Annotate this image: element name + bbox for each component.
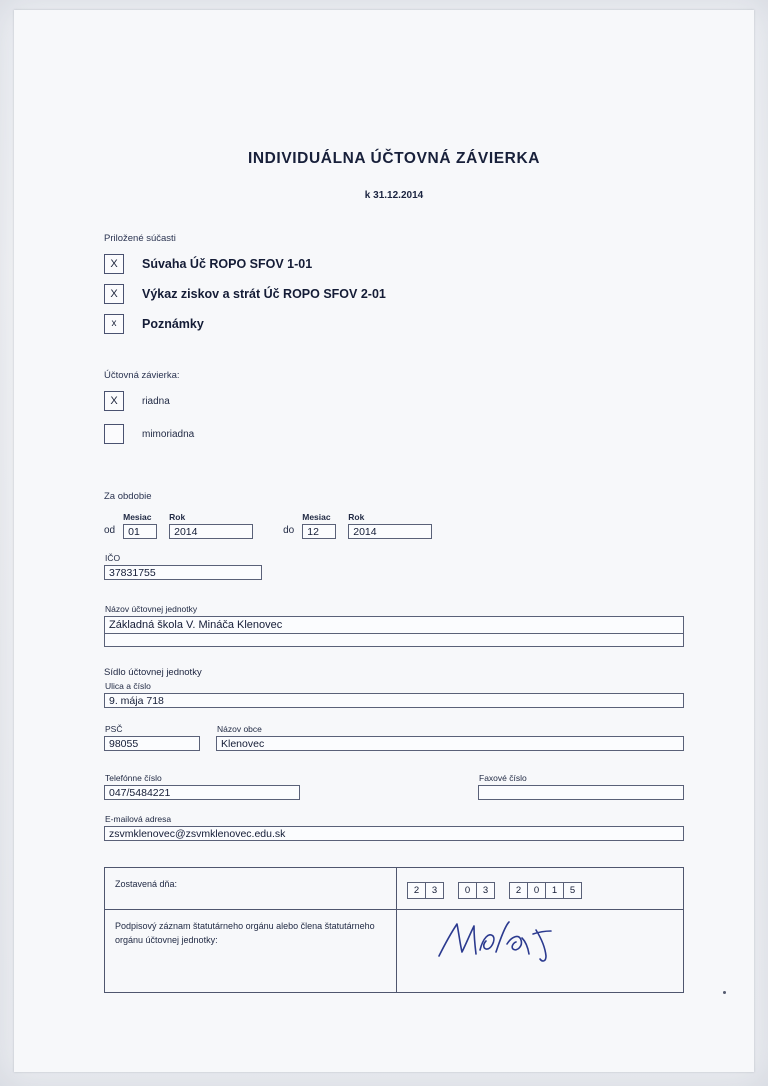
checkbox-riadna[interactable]: X (104, 391, 124, 411)
date-day-digit-2[interactable]: 3 (426, 882, 444, 899)
period-section-label: Za obdobie (104, 491, 152, 502)
period-from-month-input[interactable]: 01 (123, 524, 157, 539)
date-month-digit-1[interactable]: 0 (458, 882, 477, 899)
ico-label: IČO (105, 553, 121, 563)
page-title: INDIVIDUÁLNA ÚČTOVNÁ ZÁVIERKA (247, 150, 541, 167)
document-date-subtitle: k 31.12.2014 (364, 190, 424, 201)
period-from-prefix: od (104, 525, 116, 536)
period-from-year-label: Rok (169, 512, 186, 522)
statement-type-row-riadna[interactable] (104, 391, 684, 411)
date-day-group[interactable] (407, 882, 444, 899)
zip-label: PSČ (105, 724, 123, 734)
signature-label: Podpisový záznam štatutárneho orgánu alebo člena štatutárneho orgánu účtovnej jednotky: (115, 921, 375, 945)
ico-group (104, 553, 684, 580)
footer-table (104, 867, 684, 993)
phone-fax-row (104, 773, 684, 800)
period-row (104, 512, 684, 539)
street-label: Ulica a číslo (105, 681, 151, 691)
street-group (104, 681, 684, 708)
attachment-label-suvaha: Súvaha Úč ROPO SFOV 1-01 (142, 257, 313, 271)
statement-type-option-mimoriadna: mimoriadna (142, 428, 195, 440)
email-label: E-mailová adresa (105, 814, 172, 824)
date-month-group[interactable] (458, 882, 495, 899)
period-to-year-group (348, 512, 432, 539)
date-year-digit-2[interactable]: 0 (528, 882, 546, 899)
phone-input[interactable]: 047/5484221 (104, 785, 300, 800)
date-year-digit-3[interactable]: 1 (546, 882, 564, 899)
entity-name-group (104, 604, 684, 647)
statement-type-row-mimoriadna[interactable] (104, 424, 684, 444)
attachment-label-vykaz: Výkaz ziskov a strát Úč ROPO SFOV 2-01 (142, 287, 386, 301)
ico-input[interactable]: 37831755 (104, 565, 262, 580)
compiled-date-label: Zostavená dňa: (115, 879, 178, 889)
period-to-month-input[interactable]: 12 (302, 524, 336, 539)
statement-type-label: Účtovná závierka: (104, 370, 180, 381)
handwritten-signature-icon (433, 916, 583, 964)
zip-city-row (104, 724, 684, 751)
phone-label: Telefónne číslo (105, 773, 162, 783)
date-year-group[interactable] (509, 882, 582, 899)
period-to-month-group (302, 512, 336, 539)
document-content (104, 150, 684, 993)
checkbox-vykaz[interactable]: X (104, 284, 124, 304)
attachment-row-suvaha[interactable] (104, 254, 684, 274)
city-label: Názov obce (217, 724, 262, 734)
signature-field-cell[interactable] (397, 910, 684, 993)
signature-label-cell (105, 910, 397, 993)
city-group (216, 724, 684, 751)
date-month-digit-2[interactable]: 3 (477, 882, 495, 899)
signature-row (105, 910, 684, 993)
period-from-year-group (169, 512, 253, 539)
email-group (104, 814, 684, 841)
fax-label: Faxové číslo (479, 773, 527, 783)
period-from-month-group (123, 512, 157, 539)
date-year-digit-4[interactable]: 5 (564, 882, 582, 899)
fax-input[interactable] (478, 785, 684, 800)
city-input[interactable]: Klenovec (216, 736, 684, 751)
period-from-month-label: Mesiac (123, 512, 152, 522)
attachments-section-label: Priložené súčasti (104, 233, 176, 244)
period-to-year-input[interactable]: 2014 (348, 524, 432, 539)
checkbox-poznamky[interactable]: x (104, 314, 124, 334)
attachment-row-vykaz[interactable] (104, 284, 684, 304)
entity-name-input[interactable] (104, 616, 684, 647)
date-day-digit-1[interactable]: 2 (407, 882, 426, 899)
date-digit-row (407, 882, 673, 899)
fax-group (478, 773, 684, 800)
phone-group (104, 773, 300, 800)
street-input[interactable]: 9. mája 718 (104, 693, 684, 708)
attachment-label-poznamky: Poznámky (142, 317, 204, 331)
compiled-date-label-cell (105, 868, 397, 910)
checkbox-suvaha[interactable]: X (104, 254, 124, 274)
checkbox-mimoriadna[interactable] (104, 424, 124, 444)
attachment-row-poznamky[interactable] (104, 314, 684, 334)
zip-input[interactable]: 98055 (104, 736, 200, 751)
statement-type-option-riadna: riadna (142, 395, 170, 407)
address-section-label: Sídlo účtovnej jednotky (104, 667, 202, 678)
period-to-prefix: do (283, 525, 295, 536)
period-from-year-input[interactable]: 2014 (169, 524, 253, 539)
date-year-digit-1[interactable]: 2 (509, 882, 528, 899)
zip-group (104, 724, 200, 751)
email-input[interactable]: zsvmklenovec@zsvmklenovec.edu.sk (104, 826, 684, 841)
scan-artifact-dot (723, 991, 726, 994)
period-to-year-label: Rok (348, 512, 365, 522)
entity-name-second-line (105, 634, 683, 646)
compiled-date-value-cell (397, 868, 684, 910)
period-to-month-label: Mesiac (302, 512, 331, 522)
document-sheet (14, 10, 754, 1072)
compiled-date-row (105, 868, 684, 910)
entity-name-label: Názov účtovnej jednotky (105, 604, 198, 614)
entity-name-value: Základná škola V. Mináča Klenovec (105, 617, 683, 634)
